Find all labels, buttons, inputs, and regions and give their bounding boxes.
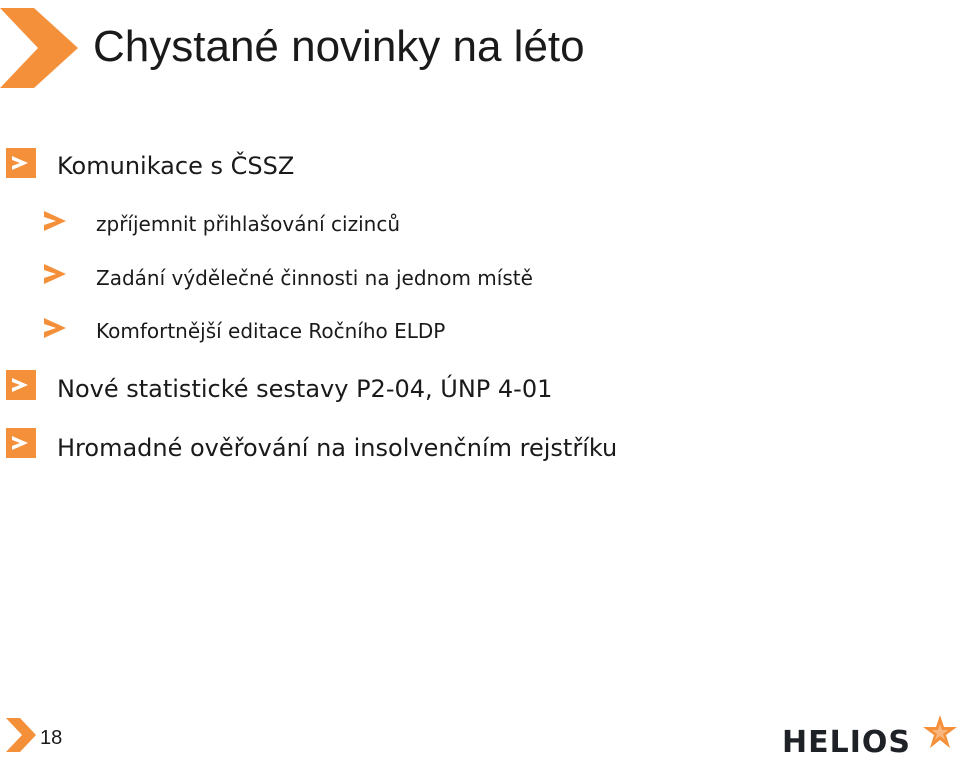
chevron-right-icon (42, 262, 68, 286)
title-chevron-icon (0, 8, 78, 88)
chevron-right-icon (42, 209, 68, 233)
bullet-text: Hromadné ověřování na insolvenčním rejstříku (57, 434, 618, 462)
bullet-text: Komunikace s ČSSZ (57, 152, 295, 180)
chevron-box-icon (6, 148, 36, 178)
chevron-right-icon (42, 316, 68, 340)
sub-bullet-text: Komfortnější editace Ročního ELDP (96, 319, 446, 343)
logo-text: HELIOS (782, 725, 911, 760)
star-icon (922, 714, 958, 750)
bullet-text: Nové statistické sestavy P2-04, ÚNP 4-01 (57, 375, 553, 403)
sub-bullet-text: zpříjemnit přihlašování cizinců (96, 212, 401, 236)
chevron-box-icon (6, 428, 36, 458)
helios-logo (782, 714, 958, 760)
sub-bullet-text: Zadání výdělečné činnosti na jednom místě (96, 266, 533, 290)
footer-chevron-icon (6, 718, 36, 752)
page-number: 18 (40, 727, 63, 749)
chevron-box-icon (6, 370, 36, 400)
slide-title: Chystané novinky na léto (93, 22, 585, 71)
